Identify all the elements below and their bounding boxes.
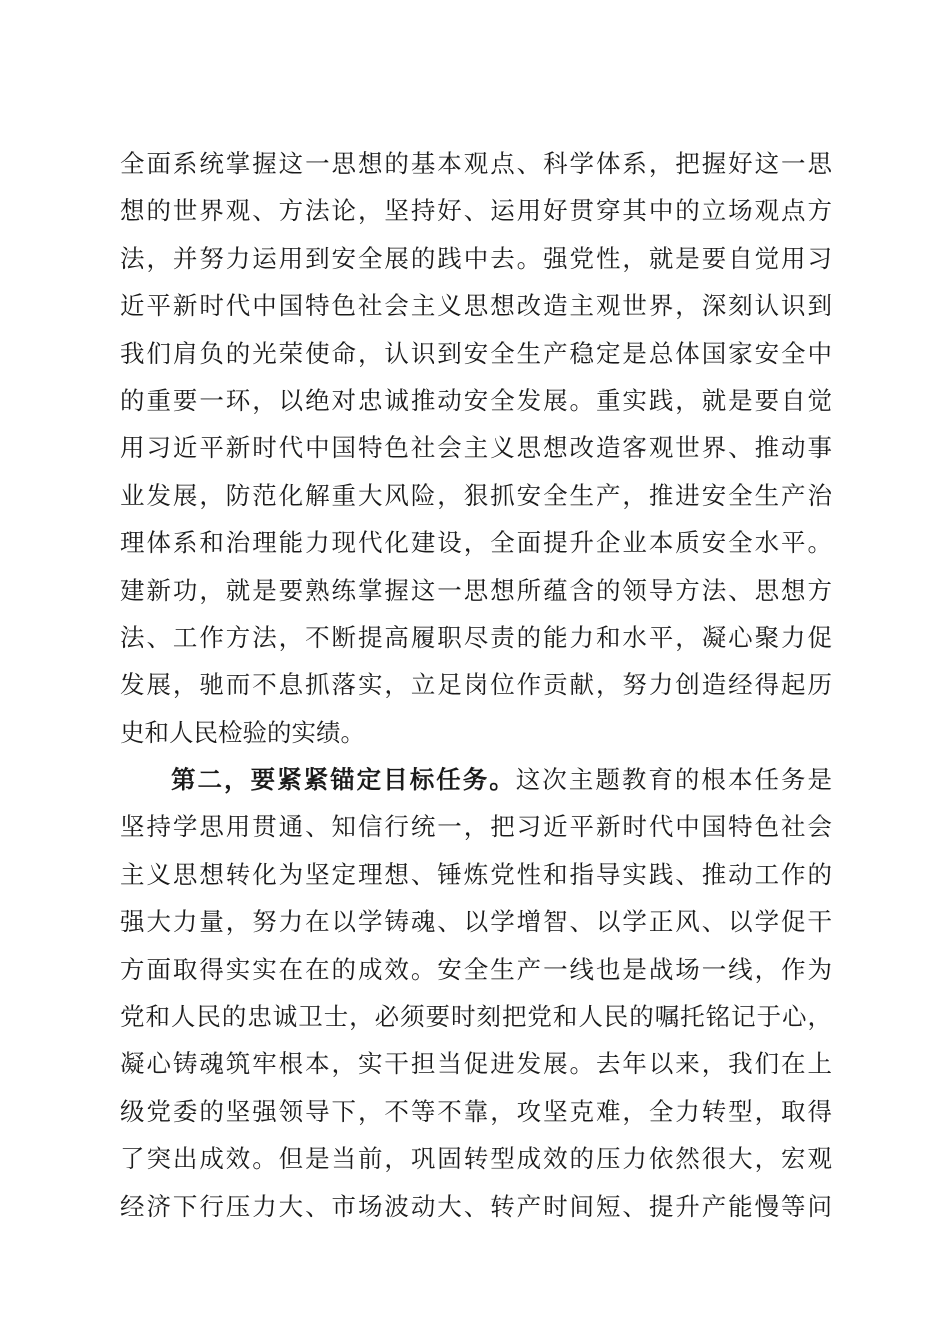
paragraph-line: 方面取得实实在在的成效。安全生产一线也是战场一线，作为	[120, 954, 832, 984]
paragraph-line: 坚持学思用贯通、知信行统一，把习近平新时代中国特色社会	[120, 812, 832, 842]
paragraph-line: 凝心铸魂筑牢根本，实干担当促进发展。去年以来，我们在上	[120, 1049, 832, 1079]
paragraph-line: 理体系和治理能力现代化建设，全面提升企业本质安全水平。	[120, 528, 832, 558]
paragraph-line: 建新功，就是要熟练掌握这一思想所蕴含的领导方法、思想方	[120, 575, 832, 605]
paragraph-line: 党和人民的忠诚卫士，必须要时刻把党和人民的嘱托铭记于心，	[120, 1002, 832, 1032]
paragraph-line: 想的世界观、方法论，坚持好、运用好贯穿其中的立场观点方	[120, 196, 832, 226]
paragraph-line: 近平新时代中国特色社会主义思想改造主观世界，深刻认识到	[120, 291, 832, 321]
paragraph-line: 我们肩负的光荣使命，认识到安全生产稳定是总体国家安全中	[120, 338, 832, 368]
paragraph-line: 业发展，防范化解重大风险，狠抓安全生产，推进安全生产治	[120, 480, 832, 510]
paragraph-line: 级党委的坚强领导下，不等不靠，攻坚克难，全力转型，取得	[120, 1096, 832, 1126]
paragraph-line: 法、工作方法，不断提高履职尽责的能力和水平，凝心聚力促	[120, 622, 832, 652]
paragraph-line: 主义思想转化为坚定理想、锤炼党性和指导实践、推动工作的	[120, 859, 832, 889]
section-heading: 第二，要紧紧锚定目标任务。	[169, 765, 516, 795]
paragraph-line: 的重要一环，以绝对忠诚推动安全发展。重实践，就是要自觉	[120, 385, 832, 415]
paragraph-first-line	[120, 756, 832, 803]
paragraph-text: 这次主题教育的根本任务是	[515, 765, 832, 795]
paragraph-line: 强大力量，努力在以学铸魂、以学增智、以学正风、以学促干	[120, 907, 832, 937]
paragraph-2	[120, 756, 832, 1230]
paragraph-1	[120, 140, 832, 756]
paragraph-line: 了突出成效。但是当前，巩固转型成效的压力依然很大，宏观	[120, 1144, 832, 1174]
paragraph-line: 经济下行压力大、市场波动大、转产时间短、提升产能慢等问	[120, 1191, 832, 1221]
body-text	[120, 140, 832, 1230]
paragraph-line: 发展，驰而不息抓落实，立足岗位作贡献，努力创造经得起历	[120, 670, 832, 700]
paragraph-line: 全面系统掌握这一思想的基本观点、科学体系，把握好这一思	[120, 149, 832, 178]
paragraph-line: 法，并努力运用到安全展的践中去。强党性，就是要自觉用习	[120, 243, 832, 273]
paragraph-line: 史和人民检验的实绩。	[120, 717, 365, 747]
paragraph-line: 用习近平新时代中国特色社会主义思想改造客观世界、推动事	[120, 433, 832, 463]
